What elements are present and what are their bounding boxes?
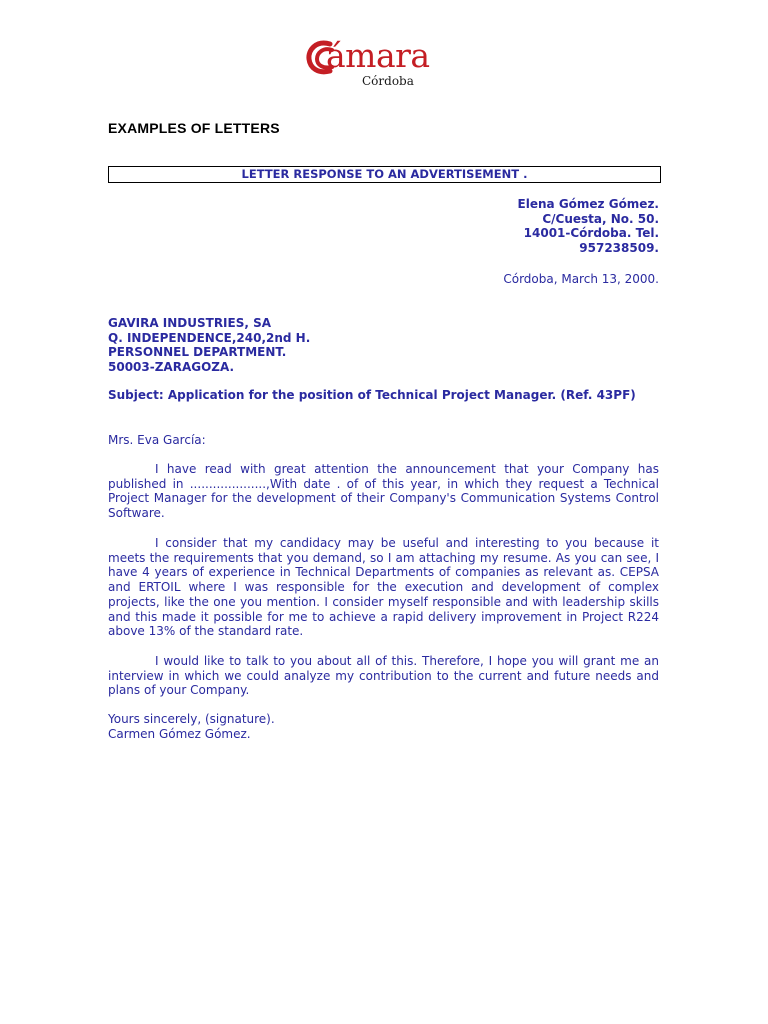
recipient-company: GAVIRA INDUSTRIES, SA xyxy=(108,316,272,330)
letter-type-box: LETTER RESPONSE TO AN ADVERTISEMENT . xyxy=(108,166,661,183)
recipient-postal: 50003-ZARAGOZA. xyxy=(108,360,235,375)
letter-subject: Subject: Application for the position of Technical Project Manager. (Ref. 43PF) xyxy=(108,388,636,402)
salutation: Mrs. Eva García: xyxy=(108,433,206,447)
sender-city-tel: 14001-Córdoba. Tel. xyxy=(523,226,659,241)
recipient-street: Q. INDEPENDENCE,240,2nd H. xyxy=(108,330,311,345)
page-heading: EXAMPLES OF LETTERS xyxy=(108,120,280,136)
recipient-address xyxy=(108,316,310,375)
body-paragraph: I have read with great attention the announcement that your Company has published in ....................,With date . of of this year, in which they request a Technical Project Manager for the development of their Company's Communication Systems Control Software. xyxy=(108,462,659,521)
sender-name: Elena Gómez Gómez. xyxy=(517,197,659,211)
body-paragraph: I would like to talk to you about all of this. Therefore, I hope you will grant me an interview in which we could analyze my contribution to the current and future needs and plans of your Company. xyxy=(108,654,659,698)
sender-phone: 957238509. xyxy=(579,241,659,256)
signatory-name: Carmen Gómez Gómez. xyxy=(108,726,251,741)
closing-block xyxy=(108,712,275,741)
sender-address xyxy=(518,197,659,256)
recipient-department: PERSONNEL DEPARTMENT. xyxy=(108,345,287,360)
letter-date: Córdoba, March 13, 2000. xyxy=(503,272,659,286)
closing-phrase: Yours sincerely, (signature). xyxy=(108,712,275,726)
camara-logo xyxy=(306,36,456,92)
logo-city: Córdoba xyxy=(362,74,414,88)
body-paragraph: I consider that my candidacy may be useful and interesting to you because it meets the requirements that you demand, so I am attaching my resume. As you can see, I have 4 years of experience in Technical Departments of companies as relevant as. CEPSA and ERTOIL where I was responsible for the execution and development of complex projects, like the one you mention. I consider myself responsible and with leadership skills and this made it possible for me to achieve a rapid delivery improvement in Project R224 above 13% of the standard rate. xyxy=(108,536,659,639)
sender-street: C/Cuesta, No. 50. xyxy=(542,211,659,226)
logo-wordmark: ámara xyxy=(326,36,430,75)
